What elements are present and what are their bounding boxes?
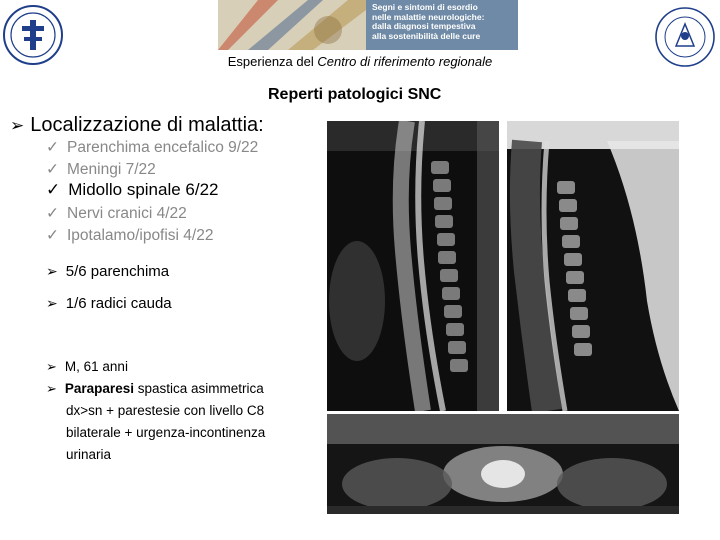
case-line-5: urinaria — [66, 447, 112, 462]
check-item-midollo — [46, 180, 219, 200]
arrow-bullet-icon: ➢ — [10, 116, 25, 135]
section-title: Reperti patologici SNC — [268, 86, 442, 103]
check-icon: ✓ — [46, 205, 59, 222]
subtitle-italic: Centro di riferimento regionale — [317, 54, 493, 69]
check-item-label: Nervi cranici 4/22 — [67, 205, 187, 222]
case-line-3: dx>sn + parestesie con livello C8 — [66, 403, 265, 418]
localization-heading — [10, 114, 264, 137]
check-icon: ✓ — [46, 161, 59, 178]
check-item-nervi — [46, 204, 187, 223]
arrow-bullet-icon: ➢ — [46, 359, 57, 374]
mri-sagittal-image-2 — [507, 121, 679, 411]
mri-sagittal-image-1 — [327, 121, 499, 411]
check-item-label: Parenchima encefalico 9/22 — [67, 139, 259, 156]
case-description — [46, 356, 321, 466]
check-item-ipotalamo — [46, 226, 213, 245]
conference-banner — [218, 0, 518, 50]
case-symptoms-rest: spastica asimmetrica — [133, 381, 264, 396]
bullet-text: 5/6 parenchima — [65, 263, 170, 280]
check-icon: ✓ — [46, 139, 59, 156]
check-icon: ✓ — [46, 227, 59, 244]
check-item-label: Meningi 7/22 — [67, 161, 156, 178]
arrow-bullet-icon: ➢ — [46, 295, 58, 311]
case-bold-term: Paraparesi — [64, 381, 134, 396]
heading-text: Localizzazione di malattia: — [30, 114, 264, 136]
check-icon: ✓ — [46, 180, 61, 199]
banner-text: Segni e sintomi di esordio nelle malattie neurologiche: dalla diagnosi tempestiva alla sostenibilità delle cure — [372, 2, 485, 41]
subtitle-prefix: Esperienza del — [227, 54, 318, 69]
mri-axial-image — [327, 414, 679, 514]
arrow-bullet-icon: ➢ — [46, 263, 58, 279]
case-line-symptoms — [46, 378, 321, 400]
bullet-text: 1/6 radici cauda — [65, 295, 172, 312]
check-item-label: Midollo spinale 6/22 — [68, 180, 219, 199]
case-patient-text: M, 61 anni — [64, 359, 128, 374]
subtitle — [0, 54, 720, 69]
bullet-radici — [46, 295, 172, 312]
case-line-4: bilaterale + urgenza-incontinenza — [66, 425, 266, 440]
check-item-parenchyma — [46, 138, 258, 157]
case-line-patient — [46, 356, 321, 378]
banner-text-box — [366, 0, 518, 50]
bullet-parenchima — [46, 263, 169, 280]
arrow-bullet-icon: ➢ — [46, 381, 57, 396]
check-item-label: Ipotalamo/ipofisi 4/22 — [67, 227, 214, 244]
banner-artwork — [218, 0, 366, 50]
check-item-meningi — [46, 160, 156, 179]
case-symptoms-text — [65, 378, 264, 400]
